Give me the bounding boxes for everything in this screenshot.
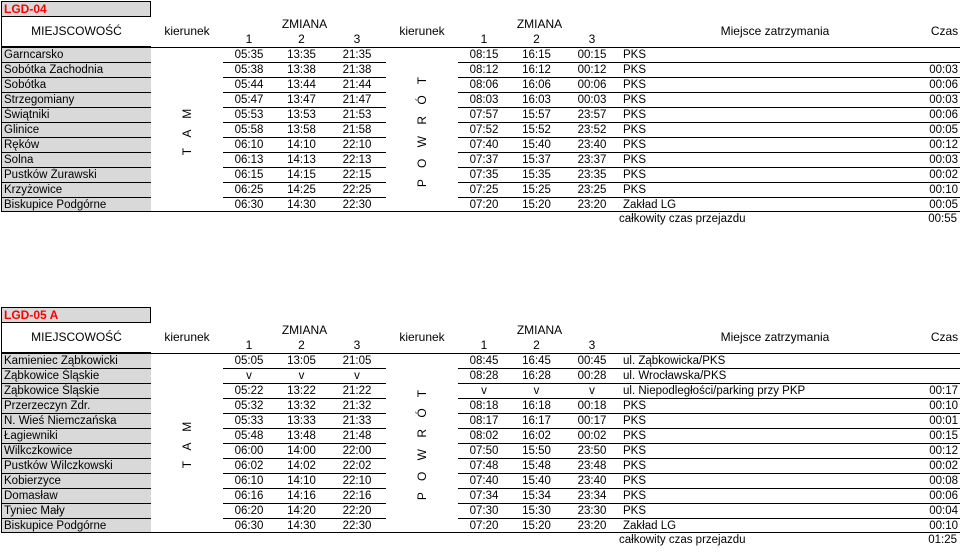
header-shift-2: 2	[298, 32, 305, 46]
travel-time: 00:02	[929, 167, 960, 182]
travel-time: 00:15	[929, 428, 960, 443]
departure-time: 14:30	[275, 518, 328, 533]
total-travel-time: 01:25	[928, 534, 957, 546]
stop-location: PKS	[621, 443, 929, 458]
return-time: 15:20	[510, 518, 563, 533]
departure-time: 22:00	[328, 443, 386, 458]
return-time: 07:20	[458, 197, 510, 212]
place-name: Ręków	[1, 137, 151, 152]
stop-location: PKS	[621, 398, 929, 413]
return-time: 08:18	[458, 398, 510, 413]
place-name: Sobótka Zachodnia	[1, 62, 151, 77]
header-czas: Czas	[929, 17, 960, 47]
departure-time: 21:05	[328, 353, 386, 368]
return-time: 08:15	[458, 47, 510, 62]
departure-time: 06:02	[223, 458, 275, 473]
place-name: Krzyżowice	[1, 182, 151, 197]
stop-location: PKS	[621, 413, 929, 428]
return-time: 16:17	[510, 413, 563, 428]
return-time: 00:15	[563, 47, 621, 62]
travel-time: 00:10	[929, 518, 960, 533]
departure-time: 22:30	[328, 518, 386, 533]
header-zmiana-powrot: ZMIANA	[516, 17, 563, 31]
return-time: v	[458, 383, 510, 398]
return-time: 00:02	[563, 428, 621, 443]
schedule-lgd-04	[1, 1, 959, 227]
return-time: 15:20	[510, 197, 563, 212]
departure-time: 22:30	[328, 197, 386, 212]
departure-time: 22:10	[328, 137, 386, 152]
travel-time	[929, 353, 960, 368]
stop-location: PKS	[621, 137, 929, 152]
direction-tam-label: T A M	[180, 104, 194, 155]
return-time: 00:17	[563, 413, 621, 428]
header-shift-3: 3	[588, 338, 596, 352]
departure-time: 05:53	[223, 107, 275, 122]
header-zmiana-tam: ZMIANA	[281, 17, 328, 31]
departure-time: 13:33	[275, 413, 328, 428]
return-time: 08:17	[458, 413, 510, 428]
departure-time: 06:10	[223, 137, 275, 152]
departure-time: 05:35	[223, 47, 275, 62]
departure-time: 13:05	[275, 353, 328, 368]
return-time: 23:25	[563, 182, 621, 197]
return-time: 23:48	[563, 458, 621, 473]
table-body	[1, 47, 959, 212]
departure-time: 06:16	[223, 488, 275, 503]
return-time: 16:45	[510, 353, 563, 368]
header-shift-2: 2	[298, 338, 305, 352]
travel-time: 00:02	[929, 458, 960, 473]
table-body	[1, 353, 959, 533]
return-time: 00:06	[563, 77, 621, 92]
departure-time: 21:35	[328, 47, 386, 62]
departure-time: 05:48	[223, 428, 275, 443]
return-time: 08:28	[458, 368, 510, 383]
departure-time: 22:13	[328, 152, 386, 167]
departure-time: 14:20	[275, 503, 328, 518]
stop-location: PKS	[621, 503, 929, 518]
return-time: 23:34	[563, 488, 621, 503]
header-shift-1: 1	[480, 338, 488, 352]
departure-time: 14:00	[275, 443, 328, 458]
header-miejsce: Miejsce zatrzymania	[720, 24, 830, 38]
return-time: 23:50	[563, 443, 621, 458]
schedule-lgd-05a	[1, 307, 959, 548]
header-shift-3: 3	[353, 338, 361, 352]
departure-time: 13:38	[275, 62, 328, 77]
stop-location: PKS	[621, 77, 929, 92]
header-zmiana-tam: ZMIANA	[281, 323, 328, 337]
return-time: 00:12	[563, 62, 621, 77]
header-kierunek-powrot: kierunek	[399, 24, 445, 38]
travel-time: 00:01	[929, 413, 960, 428]
travel-time: 00:17	[929, 383, 960, 398]
departure-time: 06:15	[223, 167, 275, 182]
return-time: 07:50	[458, 443, 510, 458]
header-kierunek-powrot: kierunek	[399, 330, 445, 344]
return-time: 15:40	[510, 137, 563, 152]
travel-time	[929, 368, 960, 383]
place-name: Świątniki	[1, 107, 151, 122]
departure-time: 06:13	[223, 152, 275, 167]
departure-time: 22:15	[328, 167, 386, 182]
travel-time: 00:12	[929, 137, 960, 152]
travel-time: 00:04	[929, 503, 960, 518]
departure-time: 14:10	[275, 137, 328, 152]
return-time: 08:03	[458, 92, 510, 107]
direction-tam	[151, 353, 223, 533]
stop-location: PKS	[621, 428, 929, 443]
return-time: 07:48	[458, 458, 510, 473]
total-travel-row	[1, 533, 959, 548]
direction-tam	[151, 47, 223, 212]
place-name: Glinice	[1, 122, 151, 137]
departure-time: 13:35	[275, 47, 328, 62]
departure-time: 14:15	[275, 167, 328, 182]
departure-time: 22:25	[328, 182, 386, 197]
departure-time: 21:48	[328, 428, 386, 443]
departure-time: 22:10	[328, 473, 386, 488]
departure-time: 05:38	[223, 62, 275, 77]
return-time: 23:20	[563, 518, 621, 533]
return-time: 15:35	[510, 167, 563, 182]
place-name: Ząbkowice Śląskie	[1, 383, 151, 398]
return-time: 15:34	[510, 488, 563, 503]
stop-location: PKS	[621, 122, 929, 137]
direction-powrot	[386, 47, 458, 212]
header-shift-1: 1	[245, 338, 253, 352]
departure-time: 06:30	[223, 518, 275, 533]
travel-time: 00:06	[929, 488, 960, 503]
place-name: Strzegomiany	[1, 92, 151, 107]
place-name: Domasław	[1, 488, 151, 503]
stop-location: ul. Wrocławska/PKS	[621, 368, 929, 383]
departure-time: 14:30	[275, 197, 328, 212]
departure-time: 21:33	[328, 413, 386, 428]
travel-time: 00:10	[929, 398, 960, 413]
departure-time: 22:16	[328, 488, 386, 503]
departure-time: 21:38	[328, 62, 386, 77]
return-time: 07:40	[458, 137, 510, 152]
header-zmiana-powrot: ZMIANA	[516, 323, 563, 337]
place-name: Kobierzyce	[1, 473, 151, 488]
return-time: 00:18	[563, 398, 621, 413]
total-travel-label: całkowity czas przejazdu	[619, 213, 746, 225]
place-name: Tyniec Mały	[1, 503, 151, 518]
header-shift-1: 1	[480, 32, 488, 46]
return-time: 15:37	[510, 152, 563, 167]
departure-time: 05:47	[223, 92, 275, 107]
stop-location: PKS	[621, 62, 929, 77]
travel-time: 00:06	[929, 77, 960, 92]
return-time: 23:57	[563, 107, 621, 122]
place-name: Kamieniec Ząbkowicki	[1, 353, 151, 368]
departure-time: 06:25	[223, 182, 275, 197]
header-kierunek-tam: kierunek	[164, 24, 210, 38]
stop-location: PKS	[621, 473, 929, 488]
travel-time	[929, 47, 960, 62]
return-time: v	[563, 383, 621, 398]
departure-time: 06:20	[223, 503, 275, 518]
place-name: Biskupice Podgórne	[1, 197, 151, 212]
travel-time: 00:06	[929, 107, 960, 122]
departure-time: 06:10	[223, 473, 275, 488]
travel-time: 00:12	[929, 443, 960, 458]
departure-time: v	[223, 368, 275, 383]
place-name: Biskupice Podgórne	[1, 518, 151, 533]
return-time: 23:40	[563, 137, 621, 152]
travel-time: 00:03	[929, 92, 960, 107]
place-name: Przerzeczyn Zdr.	[1, 398, 151, 413]
direction-powrot-label: P O W R Ó T	[415, 72, 430, 187]
total-travel-time: 00:55	[928, 213, 957, 225]
return-time: 16:06	[510, 77, 563, 92]
departure-time: 22:20	[328, 503, 386, 518]
departure-time: 13:58	[275, 122, 328, 137]
header-miejscowosc: MIEJSCOWOŚĆ	[1, 17, 151, 47]
return-time: 16:02	[510, 428, 563, 443]
direction-tam-label: T A M	[180, 417, 194, 469]
return-time: 07:37	[458, 152, 510, 167]
departure-time: 21:58	[328, 122, 386, 137]
header-shift-1: 1	[245, 32, 253, 46]
table-header	[1, 17, 959, 47]
return-time: 15:57	[510, 107, 563, 122]
departure-time: 14:10	[275, 473, 328, 488]
stop-location: ul. Niepodległości/parking przy PKP	[621, 383, 929, 398]
total-travel-row	[1, 212, 959, 227]
header-shift-2: 2	[533, 32, 540, 46]
stop-location: PKS	[621, 92, 929, 107]
travel-time: 00:03	[929, 152, 960, 167]
place-name: Pustków Żurawski	[1, 167, 151, 182]
return-time: 07:20	[458, 518, 510, 533]
stop-location: PKS	[621, 458, 929, 473]
departure-time: 05:05	[223, 353, 275, 368]
place-name: Łagiewniki	[1, 428, 151, 443]
departure-time: 05:22	[223, 383, 275, 398]
return-time: 23:52	[563, 122, 621, 137]
return-time: 15:25	[510, 182, 563, 197]
departure-time: 14:13	[275, 152, 328, 167]
stop-location: PKS	[621, 182, 929, 197]
return-time: 00:28	[563, 368, 621, 383]
return-time: 00:03	[563, 92, 621, 107]
return-time: 16:03	[510, 92, 563, 107]
route-title: LGD-04	[1, 1, 151, 17]
place-name: N. Wieś Niemczańska	[1, 413, 151, 428]
return-time: 08:45	[458, 353, 510, 368]
departure-time: 05:32	[223, 398, 275, 413]
departure-time: 21:22	[328, 383, 386, 398]
place-name: Ząbkowice Śląskie	[1, 368, 151, 383]
return-time: v	[510, 383, 563, 398]
departure-time: 05:58	[223, 122, 275, 137]
place-name: Wilkczkowice	[1, 443, 151, 458]
return-time: 23:40	[563, 473, 621, 488]
return-time: 23:30	[563, 503, 621, 518]
departure-time: 05:44	[223, 77, 275, 92]
return-time: 16:12	[510, 62, 563, 77]
departure-time: 21:32	[328, 398, 386, 413]
place-name: Garncarsko	[1, 47, 151, 62]
return-time: 07:40	[458, 473, 510, 488]
departure-time: 13:47	[275, 92, 328, 107]
return-time: 07:35	[458, 167, 510, 182]
departure-time: 13:48	[275, 428, 328, 443]
departure-time: 21:47	[328, 92, 386, 107]
stop-location: Zakład LG	[621, 518, 929, 533]
stop-location: Zakład LG	[621, 197, 929, 212]
stop-location: PKS	[621, 107, 929, 122]
return-time: 08:12	[458, 62, 510, 77]
header-miejsce: Miejsce zatrzymania	[720, 330, 830, 344]
header-shift-3: 3	[588, 32, 596, 46]
departure-time: 13:53	[275, 107, 328, 122]
departure-time: 21:53	[328, 107, 386, 122]
departure-time: 14:25	[275, 182, 328, 197]
stop-location: ul. Ząbkowicka/PKS	[621, 353, 929, 368]
travel-time: 00:05	[929, 122, 960, 137]
departure-time: 06:00	[223, 443, 275, 458]
return-time: 16:15	[510, 47, 563, 62]
return-time: 15:48	[510, 458, 563, 473]
return-time: 15:50	[510, 443, 563, 458]
stop-location: PKS	[621, 152, 929, 167]
stop-location: PKS	[621, 167, 929, 182]
header-kierunek-tam: kierunek	[164, 330, 210, 344]
total-travel-label: całkowity czas przejazdu	[619, 534, 746, 546]
header-czas: Czas	[929, 323, 960, 353]
departure-time: 13:44	[275, 77, 328, 92]
travel-time: 00:03	[929, 62, 960, 77]
header-miejscowosc: MIEJSCOWOŚĆ	[1, 323, 151, 353]
return-time: 08:02	[458, 428, 510, 443]
departure-time: 21:44	[328, 77, 386, 92]
travel-time: 00:05	[929, 197, 960, 212]
travel-time: 00:08	[929, 473, 960, 488]
return-time: 00:45	[563, 353, 621, 368]
header-shift-2: 2	[533, 338, 540, 352]
departure-time: 13:32	[275, 398, 328, 413]
travel-time: 00:10	[929, 182, 960, 197]
header-shift-3: 3	[353, 32, 361, 46]
return-time: 16:28	[510, 368, 563, 383]
return-time: 15:40	[510, 473, 563, 488]
direction-powrot	[386, 353, 458, 533]
return-time: 23:35	[563, 167, 621, 182]
return-time: 23:20	[563, 197, 621, 212]
return-time: 23:37	[563, 152, 621, 167]
departure-time: 14:02	[275, 458, 328, 473]
return-time: 16:18	[510, 398, 563, 413]
return-time: 07:52	[458, 122, 510, 137]
departure-time: 05:33	[223, 413, 275, 428]
table-header	[1, 323, 959, 353]
return-time: 15:52	[510, 122, 563, 137]
place-name: Pustków Wilczkowski	[1, 458, 151, 473]
departure-time: v	[328, 368, 386, 383]
departure-time: v	[275, 368, 328, 383]
stop-location: PKS	[621, 488, 929, 503]
place-name: Solna	[1, 152, 151, 167]
return-time: 07:30	[458, 503, 510, 518]
place-name: Sobótka	[1, 77, 151, 92]
return-time: 08:06	[458, 77, 510, 92]
return-time: 07:57	[458, 107, 510, 122]
departure-time: 06:30	[223, 197, 275, 212]
return-time: 15:30	[510, 503, 563, 518]
direction-powrot-label: P O W R Ó T	[415, 385, 430, 501]
stop-location: PKS	[621, 47, 929, 62]
departure-time: 13:22	[275, 383, 328, 398]
return-time: 07:34	[458, 488, 510, 503]
route-title: LGD-05 A	[1, 307, 151, 323]
departure-time: 14:16	[275, 488, 328, 503]
return-time: 07:25	[458, 182, 510, 197]
departure-time: 22:02	[328, 458, 386, 473]
